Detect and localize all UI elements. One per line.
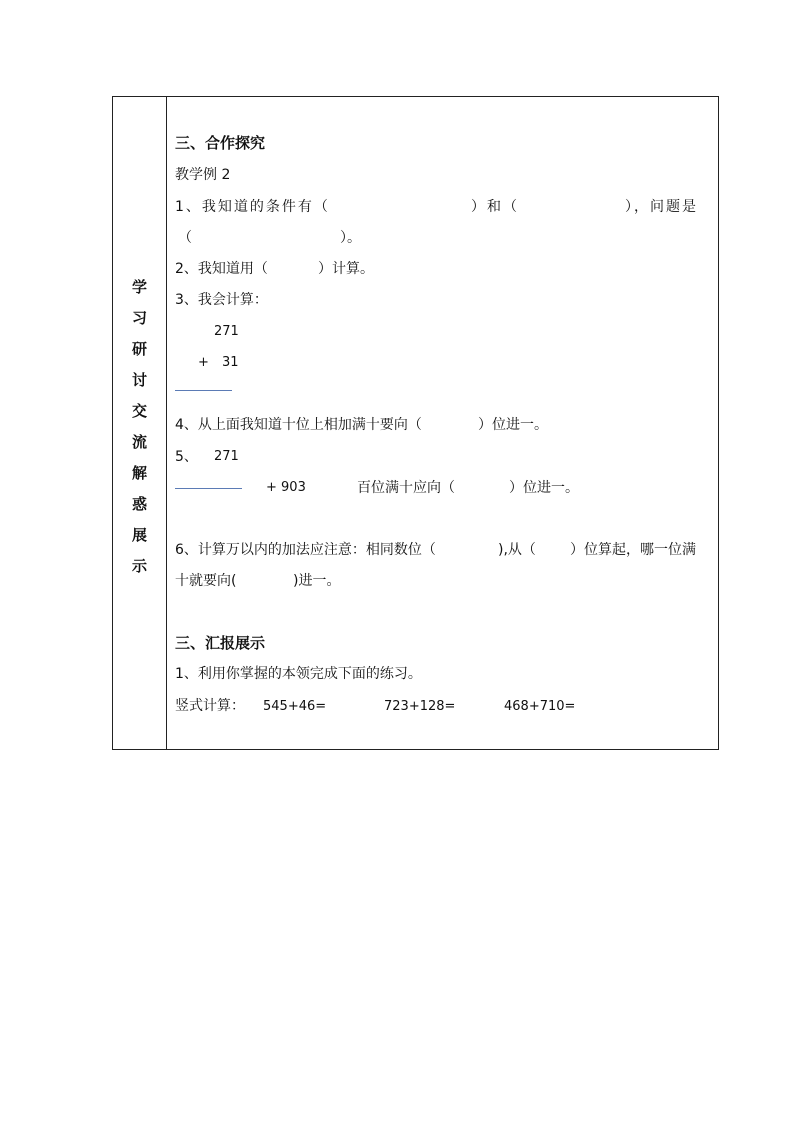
question-6-line1c: ）位算起，哪一位满 xyxy=(570,542,696,558)
question-2-text: 2、我知道用（ xyxy=(175,261,268,277)
question-3-text: 3、我会计算： xyxy=(175,292,268,308)
calc-top-number: 271 xyxy=(214,324,239,339)
side-char: 解 xyxy=(131,464,147,482)
exercise-3: 468+710= xyxy=(504,699,576,714)
calc-plus-sign: + xyxy=(198,355,209,370)
side-char: 习 xyxy=(131,309,147,327)
side-char: 流 xyxy=(131,433,147,451)
example-label: 教学例 2 xyxy=(175,167,231,183)
question-6-line1a: 6、计算万以内的加法应注意：相同数位（ xyxy=(175,542,436,558)
q5-top-number: 271 xyxy=(214,449,239,464)
exercise-1: 545+46= xyxy=(263,699,327,714)
report-title: 三、汇报展示 xyxy=(175,634,266,652)
exercise-2: 723+128= xyxy=(384,699,456,714)
vertical-calc-label: 竖式计算： xyxy=(175,698,245,714)
question-6-line2a: 十就要向( xyxy=(175,573,237,589)
question-6-line1b: ),从（ xyxy=(498,542,536,558)
side-char: 示 xyxy=(131,557,147,575)
side-char: 讨 xyxy=(131,371,147,389)
question-5-text: 百位满十应向（ xyxy=(357,480,455,496)
q5-underline xyxy=(175,488,242,489)
question-5-close: ）位进一。 xyxy=(509,480,579,496)
side-char: 学 xyxy=(131,278,147,296)
q5-bottom-number: + 903 xyxy=(266,480,306,495)
question-1-prefix: 1、我知道的条件有（ xyxy=(175,199,330,215)
report-item: 1、利用你掌握的本领完成下面的练习。 xyxy=(175,666,422,682)
section-title: 三、合作探究 xyxy=(175,134,266,152)
side-char: 研 xyxy=(131,340,147,358)
side-char: 惑 xyxy=(131,495,147,513)
side-char: 展 xyxy=(131,526,147,544)
calc-bottom-number: 31 xyxy=(222,355,239,370)
side-label xyxy=(112,272,167,582)
question-1-suffix: ），问题是 xyxy=(625,199,698,215)
question-5-label: 5、 xyxy=(175,449,198,465)
side-char: 交 xyxy=(131,402,147,420)
calc-underline xyxy=(175,390,232,391)
question-1-open: （ xyxy=(178,230,192,246)
question-6-line2b: )进一。 xyxy=(293,573,341,589)
question-1-mid: ）和（ xyxy=(471,199,519,215)
question-1-close: ）。 xyxy=(340,230,361,246)
question-2-close: ）计算。 xyxy=(318,261,374,277)
question-4-close: ）位进一。 xyxy=(478,417,548,433)
question-4-text: 4、从上面我知道十位上相加满十要向（ xyxy=(175,417,422,433)
